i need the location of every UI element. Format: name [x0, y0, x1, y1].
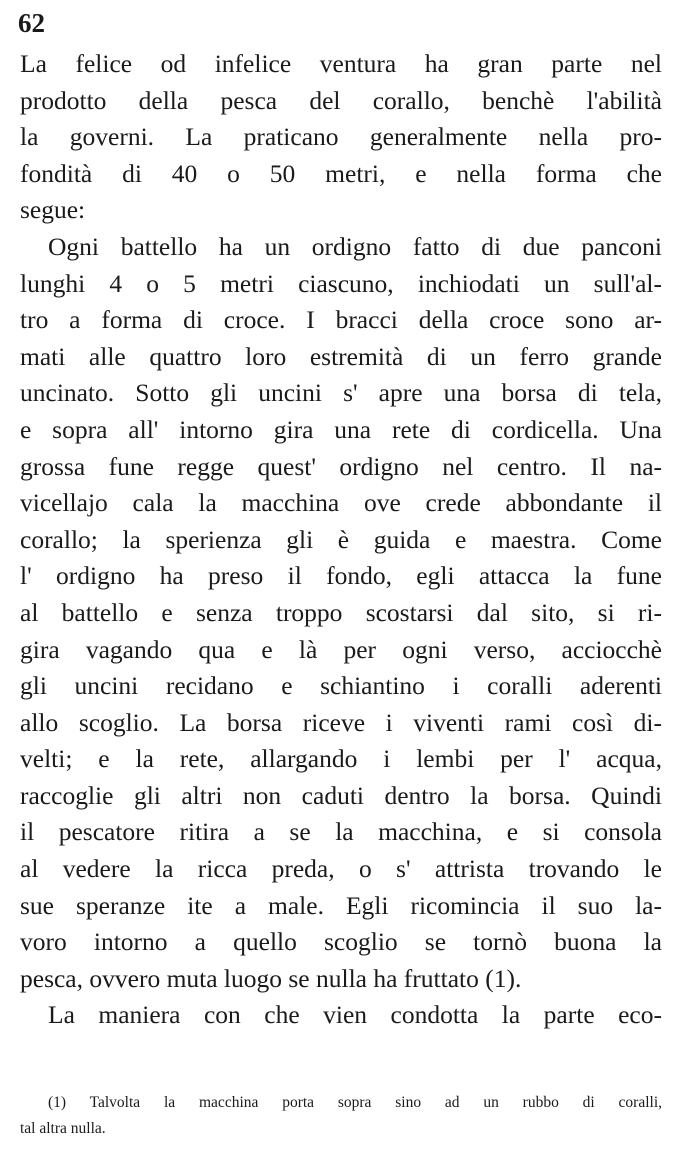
page-number: 62 — [18, 8, 45, 38]
text-line: e sopra all' intorno gira una rete di cordicella. Una — [20, 414, 662, 444]
text-line: la governi. La praticano generalmente nella pro- — [20, 122, 662, 152]
footnote-line: tal altra nulla. — [20, 1120, 106, 1137]
text-line: corallo; la sperienza gli è guida e maestra. Come — [20, 524, 662, 554]
text-line: l' ordigno ha preso il fondo, egli attacca la fune — [20, 561, 662, 591]
text-line: mati alle quattro loro estremità di un ferro grande — [20, 341, 662, 371]
text-line: fondità di 40 o 50 metri, e nella forma che — [20, 158, 662, 188]
body-text — [20, 46, 662, 1034]
text-line: pesca, ovvero muta luogo se nulla ha fruttato (1). — [20, 963, 522, 993]
text-line: allo scoglio. La borsa riceve i viventi rami così di- — [20, 707, 662, 737]
footnote — [20, 1090, 662, 1142]
text-line: La felice od infelice ventura ha gran parte nel — [20, 49, 662, 78]
footnote-line: (1) Talvolta la macchina porta sopra sino ad un rubbo di coralli, — [48, 1094, 662, 1111]
text-line: voro intorno a quello scoglio se tornò buona la — [20, 927, 662, 957]
text-line: uncinato. Sotto gli uncini s' apre una borsa di tela, — [20, 378, 662, 408]
text-line: vicellajo cala la macchina ove crede abbondante il — [20, 488, 662, 518]
text-line: il pescatore ritira a se la macchina, e si consola — [20, 817, 662, 847]
text-line: raccoglie gli altri non caduti dentro la borsa. Quindi — [20, 780, 662, 810]
paragraph-3 — [20, 997, 662, 1034]
text-line: segue: — [20, 195, 86, 225]
text-line: al vedere la ricca preda, o s' attrista trovando le — [20, 854, 662, 884]
text-line: lunghi 4 o 5 metri ciascuno, inchiodati un sull'al- — [20, 268, 662, 298]
text-line: Ogni battello ha un ordigno fatto di due panconi — [48, 231, 662, 261]
paragraph-1 — [20, 46, 662, 229]
text-line: tro a forma di croce. I bracci della croce sono ar- — [20, 305, 662, 335]
paragraph-2 — [20, 229, 662, 997]
text-line: La maniera con che vien condotta la parte eco- — [48, 1000, 662, 1030]
text-line: velti; e la rete, allargando i lembi per l' acqua, — [20, 744, 662, 774]
text-line: al battello e senza troppo scostarsi dal sito, si ri- — [20, 597, 662, 627]
text-line: gli uncini recidano e schiantino i coralli aderenti — [20, 671, 662, 701]
text-line: grossa fune regge quest' ordigno nel centro. Il na- — [20, 451, 662, 481]
text-line: prodotto della pesca del corallo, benchè l'abilità — [20, 85, 662, 115]
text-line: gira vagando qua e là per ogni verso, acciocchè — [20, 634, 662, 664]
text-line: sue speranze ite a male. Egli ricomincia il suo la- — [20, 890, 662, 920]
